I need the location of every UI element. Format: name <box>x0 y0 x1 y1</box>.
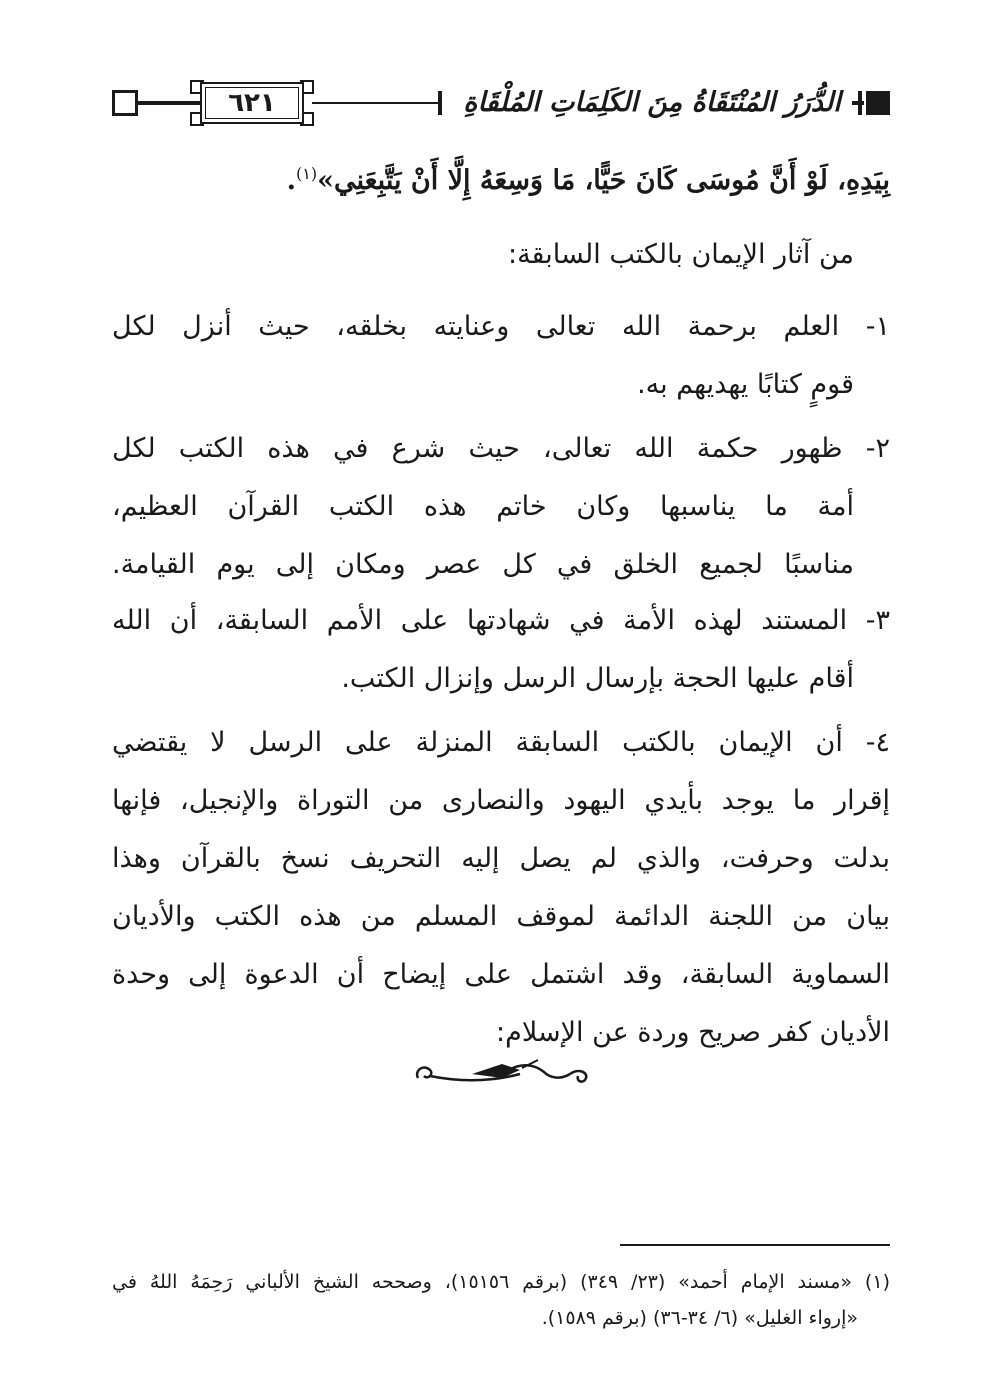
running-title: الدُّرَرُ المُنْتَقَاةُ مِنَ الكَلِمَاتِ المُلْقَاةِ <box>463 87 841 118</box>
list-item-3-line-1: ٣- المستند لهذه الأمة في شهادتها على الأمم السابقة، أن الله <box>112 605 890 636</box>
list-item-1-line-2: قومٍ كتابًا يهديهم به. <box>637 369 854 400</box>
footnote-marker: (١) <box>296 164 318 183</box>
list-item-2-line-1: ٢- ظهور حكمة الله تعالى، حيث شرع في هذه الكتب لكل <box>112 433 890 464</box>
header-bar-right <box>858 91 862 115</box>
footnote-separator <box>620 1244 890 1246</box>
list-item-1-line-1: ١- العلم برحمة الله تعالى وعنايته بخلقه، حيث أنزل لكل <box>112 311 890 342</box>
list-item-4-line-6: الأديان كفر صريح وردة عن الإسلام: <box>496 1017 890 1048</box>
list-item-4-line-2: إقرار ما يوجد بأيدي اليهود والنصارى من التوراة والإنجيل، فإنها <box>112 785 890 816</box>
page-header <box>112 78 890 128</box>
list-item-4-line-3: بدلت وحرفت، والذي لم يصل إليه التحريف نسخ بالقرآن وهذا <box>112 843 890 874</box>
header-rule-middle <box>312 102 440 104</box>
header-hollow-square <box>112 90 138 116</box>
list-item-4-line-1: ٤- أن الإيمان بالكتب السابقة المنزلة على الرسل لا يقتضي <box>112 727 890 758</box>
hadith-period: . <box>286 165 297 196</box>
footnote-line-1: (١) «مسند الإمام أحمد» (٢٣/ ٣٤٩) (برقم ١٥١٥٦)، وصححه الشيخ الألباني رَحِمَهُ اللهُ في <box>112 1271 890 1293</box>
list-item-4-line-5: السماوية السابقة، وقد اشتمل على إيضاح أن الدعوة إلى وحدة <box>112 959 890 990</box>
footnote-line-2: «إرواء الغليل» (٦/ ٣٤-٣٦) (برقم ١٥٨٩). <box>541 1307 858 1329</box>
list-item-2-line-3: مناسبًا لجميع الخلق في كل عصر ومكان إلى يوم القيامة. <box>112 549 854 580</box>
section-heading: من آثار الإيمان بالكتب السابقة: <box>507 239 854 270</box>
page-number: ٦٢١ <box>228 88 276 118</box>
section-end-ornament <box>410 1056 596 1090</box>
header-solid-square <box>866 91 890 115</box>
list-item-2-line-2: أمة ما يناسبها وكان خاتم هذه الكتب القرآن العظيم، <box>112 491 854 522</box>
hadith-line <box>112 152 890 210</box>
hadith-text: بِيَدِهِ، لَوْ أَنَّ مُوسَى كَانَ حَيًّا، مَا وَسِعَهُ إِلَّا أَنْ يَتَّبِعَنِي» <box>317 165 890 196</box>
page-number-frame <box>190 82 314 124</box>
list-item-4-line-4: بيان من اللجنة الدائمة لموقف المسلم من هذه الكتب والأديان <box>112 901 890 932</box>
header-bar-middle <box>438 91 442 115</box>
list-item-3-line-2: أقام عليها الحجة بإرسال الرسل وإنزال الكتب. <box>341 663 854 694</box>
